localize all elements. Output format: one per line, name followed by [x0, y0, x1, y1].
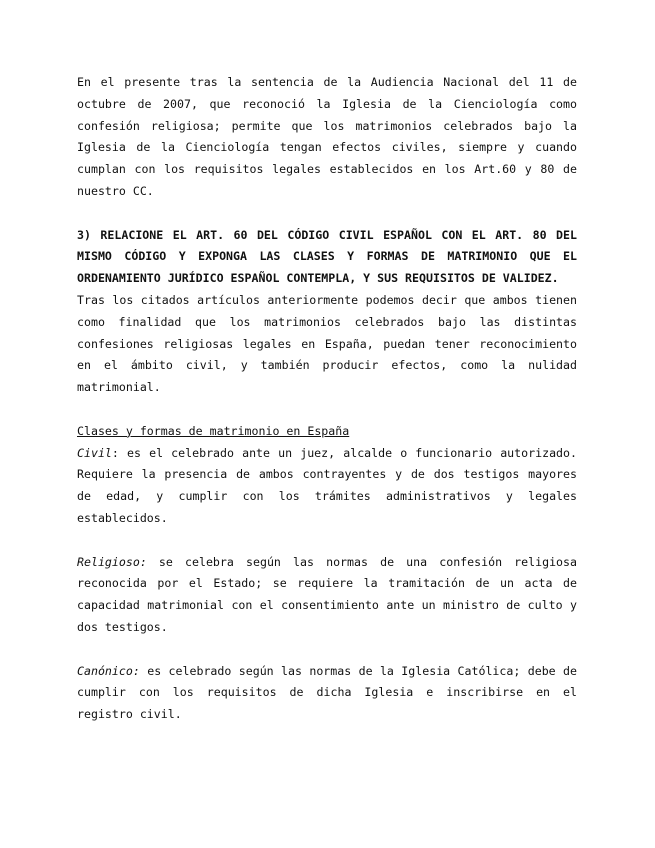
spacer [77, 399, 577, 421]
type-description: es celebrado según las normas de la Iglesia Católica; debe de cumplir con los requisitos de dicha Iglesia e inscribirse en el registro civil. [77, 663, 577, 722]
type-description: es el celebrado ante un juez, alcalde o funcionario autorizado. Requiere la presencia de ambos contrayentes y de dos testigos mayores de edad, y cumplir con los trámites administrativos y legales establecidos. [77, 445, 577, 525]
question-heading: 3) RELACIONE EL ART. 60 DEL CÓDIGO CIVIL ESPAÑOL CON EL ART. 80 DEL MISMO CÓDIGO Y EXPONGA LAS CLASES Y FORMAS DE MATRIMONIO QUE EL ORDENAMIENTO JURÍDICO ESPAÑOL CONTEMPLA, Y SUS REQUISITOS DE VALIDEZ. [77, 227, 577, 286]
type-term: Civil [77, 445, 112, 460]
spacer [77, 530, 577, 552]
intro-paragraph: En el presente tras la sentencia de la Audiencia Nacional del 11 de octubre de 2007, que reconoció la Iglesia de la Cienciología como confesión religiosa; permite que los matrimonios celebrados bajo la Iglesia de la Cienciología tengan efectos civiles, siempre y cuando cumplan con los requisitos legales establecidos en los Art.60 y 80 de nuestro CC. [77, 75, 577, 198]
type-description: se celebra según las normas de una confesión religiosa reconocida por el Estado; se requiere la tramitación de un acta de capacidad matrimonial con el consentimiento ante un ministro de culto y dos testigos. [77, 554, 577, 634]
type-term: Religioso: [77, 554, 147, 569]
spacer [77, 203, 577, 225]
spacer [77, 639, 577, 661]
type-term: Canónico: [77, 663, 140, 678]
type-civil [77, 443, 577, 530]
document-page [77, 72, 577, 726]
type-separator: : [111, 445, 119, 460]
type-canonico [77, 661, 577, 726]
section-title: Clases y formas de matrimonio en España [77, 423, 350, 438]
answer-paragraph: Tras los citados artículos anteriormente podemos decir que ambos tienen como finalidad que los matrimonios celebrados bajo las distintas confesiones religiosas legales en España, puedan tener reconocimiento en el ámbito civil, y también producir efectos, como la nulidad matrimonial. [77, 292, 577, 395]
type-religioso [77, 552, 577, 639]
